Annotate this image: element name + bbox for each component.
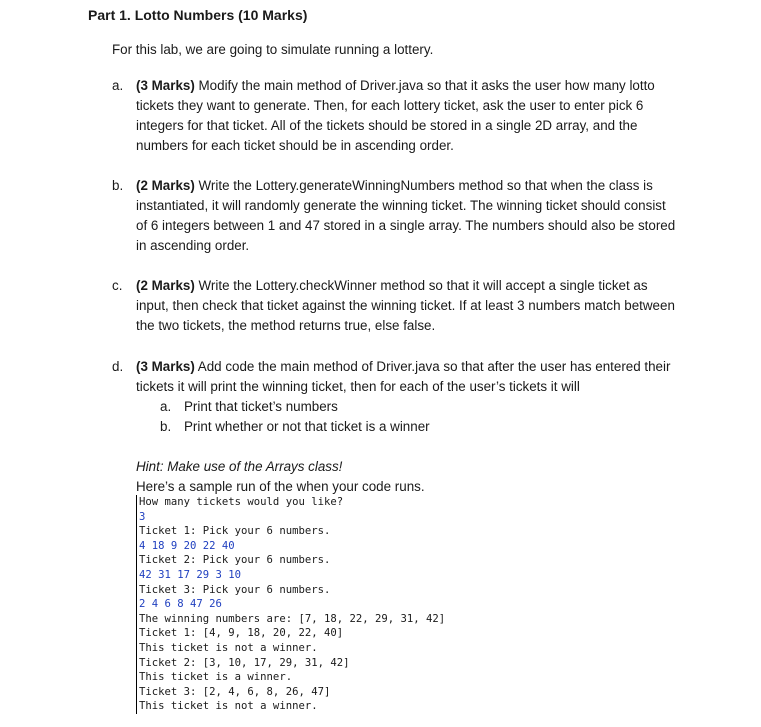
console-input-line: 2 4 6 8 47 26 [139, 598, 222, 611]
item-line: the two tickets, the method returns true, else false. [136, 318, 436, 333]
marks-label: (2 Marks) [136, 278, 195, 293]
item-line: in ascending order. [136, 238, 250, 253]
console-input-line: 4 18 9 20 22 40 [139, 539, 235, 552]
item-line: (2 Marks) Write the Lottery.generateWinningNumbers method so that when the class is [136, 178, 653, 193]
item-line: tickets it will print the winning ticket, then for each of the user’s tickets it will [136, 379, 580, 394]
console-line: This ticket is not a winner. [139, 700, 318, 713]
intro-paragraph: For this lab, we are going to simulate running a lottery. [112, 42, 434, 57]
item-body [136, 176, 696, 256]
item-line: (3 Marks) Modify the main method of Driver.java so that it asks the user how many lotto [136, 78, 655, 93]
console-line: Ticket 1: [4, 9, 18, 20, 22, 40] [139, 627, 344, 640]
item-letter: a. [112, 78, 124, 93]
sub-item-text: Print that ticket’s numbers [184, 399, 338, 414]
console-line: The winning numbers are: [7, 18, 22, 29, 31, 42] [139, 612, 446, 625]
item-line: (2 Marks) Write the Lottery.checkWinner method so that it will accept a single ticket as [136, 278, 648, 293]
console-output [136, 495, 445, 714]
item-letter: b. [112, 178, 124, 193]
item-body [136, 276, 696, 336]
console-line: Ticket 3: Pick your 6 numbers. [139, 583, 331, 596]
item-line: tickets they want to generate. Then, for each lottery ticket, ask the user to enter pick 6 [136, 98, 644, 113]
console-line: How many tickets would you like? [139, 496, 344, 508]
console-input-line: 42 31 17 29 3 10 [139, 568, 242, 581]
item-line: integers for that ticket. All of the tickets should be stored in a single 2D array, and the [136, 118, 638, 133]
section-title: Part 1. Lotto Numbers (10 Marks) [88, 7, 308, 23]
sub-item-text: Print whether or not that ticket is a winner [184, 419, 430, 434]
sub-item-letter: b. [160, 419, 172, 434]
item-line: instantiated, it will randomly generate the winning ticket. The winning ticket should consist [136, 198, 666, 213]
marks-label: (3 Marks) [136, 359, 195, 374]
console-line: Ticket 3: [2, 4, 6, 8, 26, 47] [139, 685, 331, 698]
console-line: Ticket 2: Pick your 6 numbers. [139, 554, 331, 567]
sub-item-letter: a. [160, 399, 172, 414]
item-line: of 6 integers between 1 and 47 stored in a single array. The numbers should also be stored [136, 218, 676, 233]
item-body [136, 76, 696, 156]
console-line: Ticket 1: Pick your 6 numbers. [139, 525, 331, 538]
hint-text: Hint: Make use of the Arrays class! [136, 459, 343, 474]
console-line: Ticket 2: [3, 10, 17, 29, 31, 42] [139, 656, 350, 669]
item-line: input, then check that ticket against the winning ticket. If at least 3 numbers match between [136, 298, 675, 313]
sample-run-intro: Here’s a sample run of the when your code runs. [136, 479, 425, 494]
item-line: numbers for each ticket should be in ascending order. [136, 138, 454, 153]
item-line: (3 Marks) Add code the main method of Driver.java so that after the user has entered their [136, 359, 671, 374]
marks-label: (2 Marks) [136, 178, 195, 193]
console-line: This ticket is not a winner. [139, 641, 318, 654]
item-body [136, 357, 696, 397]
console-line: This ticket is a winner. [139, 671, 293, 684]
console-input-line: 3 [139, 510, 146, 523]
item-letter: c. [112, 278, 123, 293]
marks-label: (3 Marks) [136, 78, 195, 93]
item-letter: d. [112, 359, 124, 374]
